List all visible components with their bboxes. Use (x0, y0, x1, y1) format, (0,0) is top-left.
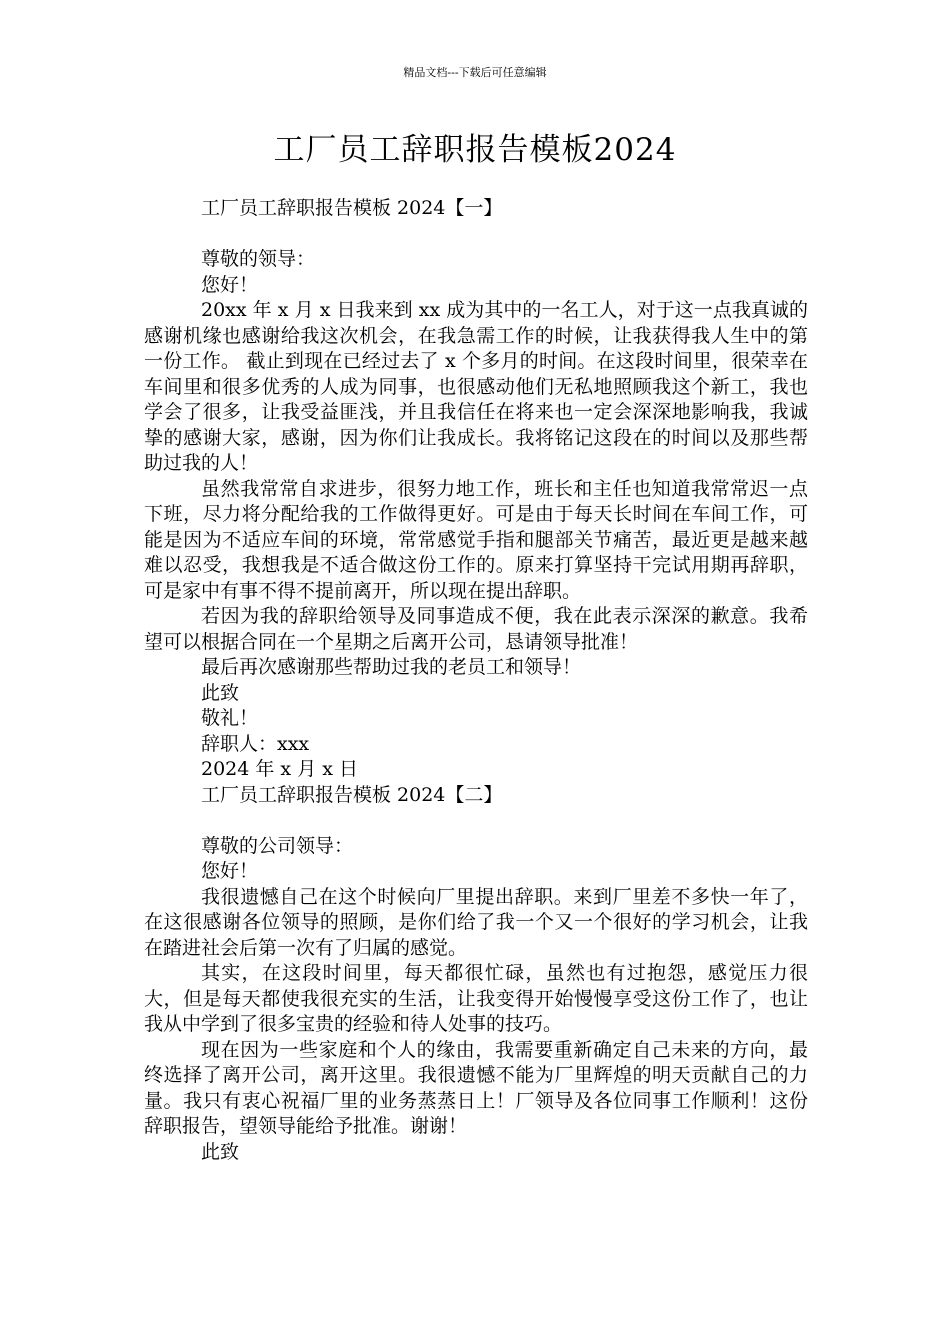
section-2-salutation: 尊敬的公司领导： (201, 834, 354, 857)
spacer (144, 808, 808, 834)
section-2-closing-cizhi: 此致 (201, 1140, 240, 1163)
document-title: 工厂员工辞职报告模板2024 (273, 132, 677, 168)
page-header-note: 精品文档---下载后可任意编辑 (403, 66, 547, 79)
section-1-paragraph-3: 若因为我的辞职给领导及同事造成不便，我在此表示深深的歉意。我希望可以根据合同在一个星期之后离开公司，恳请领导批准！ (144, 605, 808, 653)
section-1-paragraph-2: 虽然我常常自求进步，很努力地工作，班长和主任也知道我常常迟一点下班，尽力将分配给我的工作做得更好。可是由于每天长时间在车间工作，可能是因为不适应车间的环境，常常感觉手指和腿部关节痛苦，最近更是越来越难以忍受，我想我是不适合做这份工作的。原来打算坚持干完试用期再辞职，可是家中有事不得不提前离开，所以现在提出辞职。 (144, 477, 808, 602)
section-1-greeting: 您好！ (201, 273, 259, 296)
section-2-greeting: 您好！ (201, 860, 259, 882)
spacer (144, 222, 808, 248)
section-1-thanks-line: 最后再次感谢那些帮助过我的老员工和领导！ (201, 656, 582, 678)
section-2-heading: 工厂员工辞职报告模板 2024【二】 (201, 783, 503, 806)
section-1-signer: 辞职人：xxx (201, 732, 310, 755)
section-2-paragraph-1: 我很遗憾自己在这个时候向厂里提出辞职。来到厂里差不多快一年了，在这很感谢各位领导的照顾，是你们给了我一个又一个很好的学习机会，让我在踏进社会后第一次有了归属的感觉。 (144, 885, 808, 959)
section-1-closing-jingli: 敬礼！ (201, 707, 259, 729)
document-body (144, 196, 808, 1165)
section-2-paragraph-3: 现在因为一些家庭和个人的缘由，我需要重新确定自己未来的方向，最终选择了离开公司，离开这里。我很遗憾不能为厂里辉煌的明天贡献自己的力量。我只有衷心祝福厂里的业务蒸蒸日上！厂领导及各位同事工作顺利！这份辞职报告，望领导能给予批准。谢谢！ (144, 1038, 808, 1137)
section-1-paragraph-1: 20xx 年 x 月 x 日我来到 xx 成为其中的一名工人，对于这一点我真诚的感谢机缘也感谢给我这次机会，在我急需工作的时候，让我获得我人生中的第一份工作。 截止到现在已经过去了 x 个多月的时间。在这段时间里，很荣幸在车间里和很多优秀的人成为同事，也很感动他们无私地照顾我这个新工，我也学会了很多，让我受益匪浅，并且我信任在将来也一定会深深地影响我，我诚挚的感谢大家，感谢，因为你们让我成长。我将铭记这段在的时间以及那些帮助过我的人！ (144, 299, 808, 474)
section-1-closing-cizhi: 此致 (201, 681, 240, 704)
section-1-salutation: 尊敬的领导： (201, 248, 316, 270)
section-1-heading: 工厂员工辞职报告模板 2024【一】 (201, 197, 503, 219)
section-2-paragraph-2: 其实，在这段时间里，每天都很忙碌，虽然也有过抱怨，感觉压力很大，但是每天都使我很充实的生活，让我变得开始慢慢享受这份工作了，也让我从中学到了很多宝贵的经验和待人处事的技巧。 (144, 962, 808, 1035)
section-1-date: 2024 年 x 月 x 日 (201, 758, 358, 780)
